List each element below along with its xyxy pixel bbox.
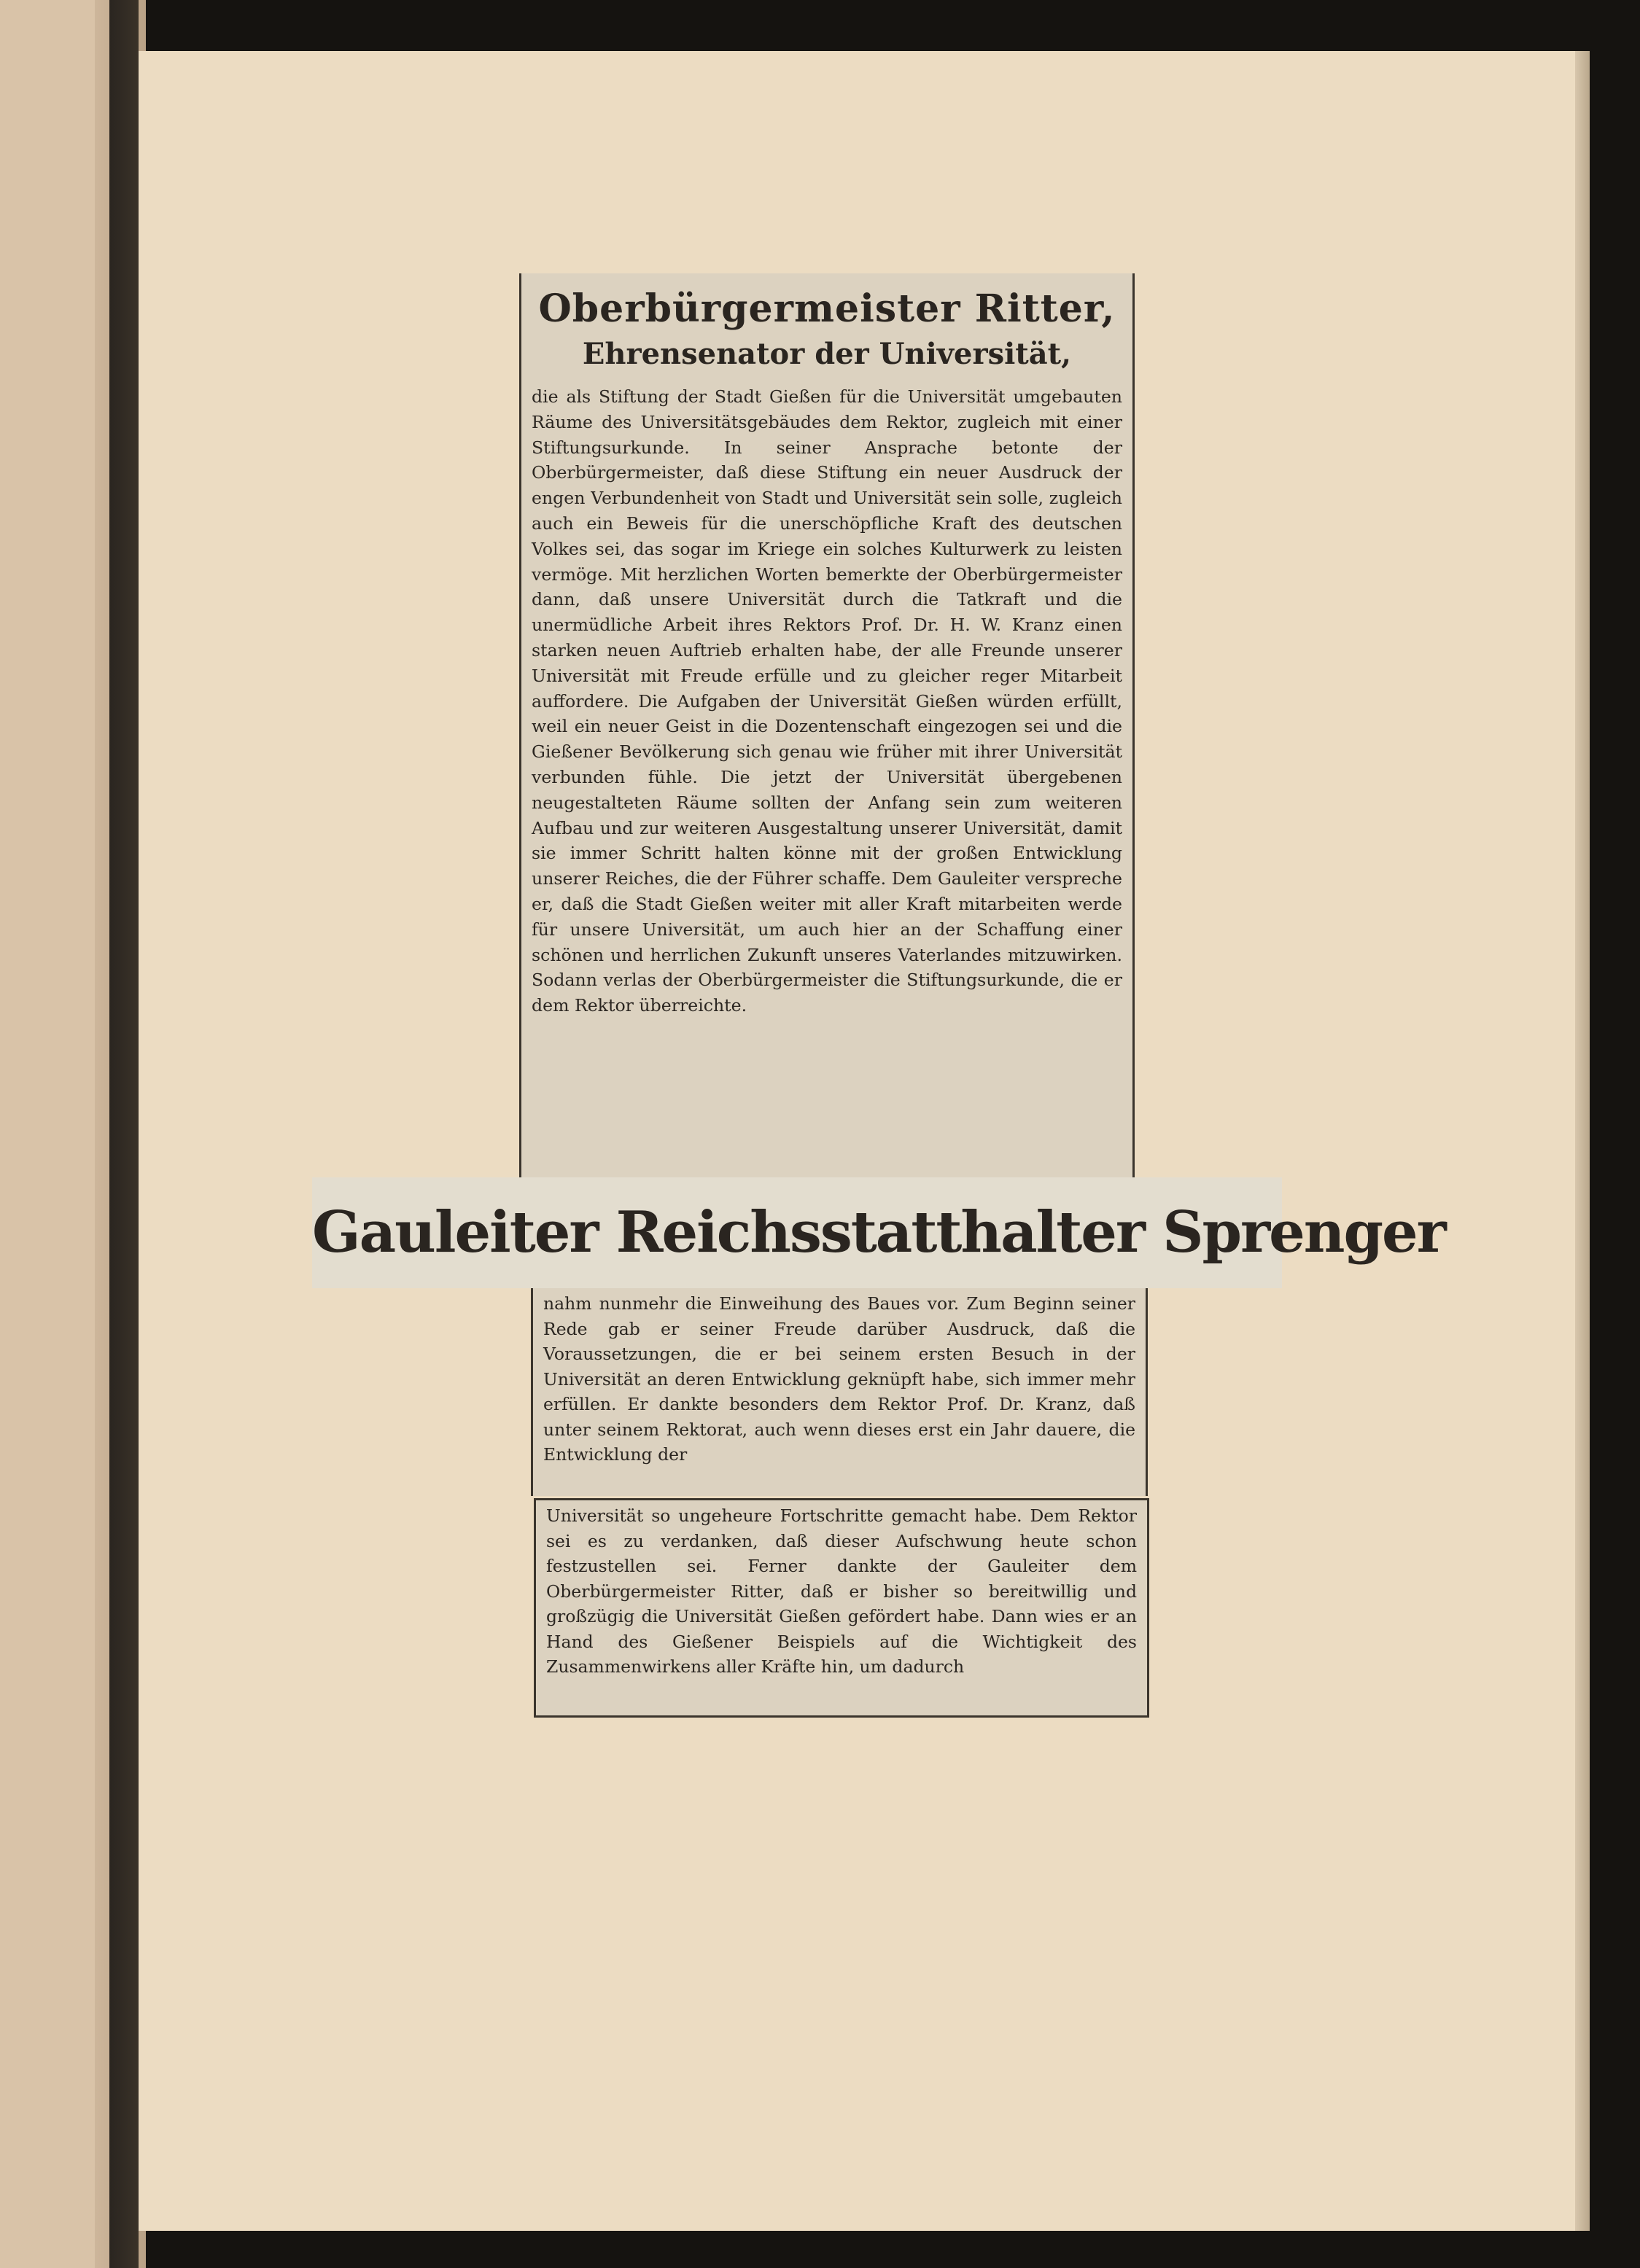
subheadline: Ehrensenator der Universität, — [582, 337, 1072, 371]
article-paragraph-3: Universität so ungeheure Fortschritte gemacht habe. Dem Rektor sei es zu verdanken, daß dieser Aufschwung heute schon festzustellen sei. Ferner dankte der Gauleiter dem Oberbürgermeister Ritter, daß er bisher so bereitwillig und großzügig die Universität Gießen gefördert habe. Dann wies er an Hand des Gießener Beispiels auf die Wichtigkeit des Zusammenwirkens aller Kräfte hin, um dadurch — [546, 1505, 1137, 1677]
newspaper-clipping-bottom — [534, 1498, 1149, 1718]
newspaper-clipping-top — [519, 273, 1135, 1177]
newspaper-clipping-headline — [312, 1177, 1445, 1288]
newspaper-clipping-middle — [531, 1288, 1148, 1496]
headline: Oberbürgermeister Ritter, — [538, 287, 1116, 331]
headline-2: Gauleiter Reichsstatthalter Sprenger — [312, 1199, 1445, 1266]
book-gutter — [109, 0, 139, 2268]
article-paragraph-2: nahm nunmehr die Einweihung des Baues vor. Zum Beginn seiner Rede gab er seiner Freude darüber Ausdruck, daß die Voraussetzungen, die er bei seinem ersten Besuch in der Universität an deren Entwicklung geknüpft habe, sich immer mehr erfüllen. Er dankte besonders dem Rektor Prof. Dr. Kranz, daß unter seinem Rektorat, auch wenn dieses erst ein Jahr dauere, die Entwicklung der — [543, 1293, 1135, 1465]
article-paragraph-1: die als Stiftung der Stadt Gießen für die Universität umgebauten Räume des Universitätsgebäudes dem Rektor, zugleich mit einer Stiftungsurkunde. In seiner Ansprache betonte der Oberbürgermeister, daß diese Stiftung ein neuer Ausdruck der engen Verbundenheit von Stadt und Universität sein solle, zugleich auch ein Beweis für die unerschöpfliche Kraft des deutschen Volkes sei, das sogar im Kriege ein solches Kulturwerk zu leisten vermöge. Mit herzlichen Worten bemerkte der Oberbürgermeister dann, daß unsere Universität durch die Tatkraft und die unermüdliche Arbeit ihres Rektors Prof. Dr. H. W. Kranz einen starken neuen Auftrieb erhalten habe, der alle Freunde unserer Universität mit Freude erfülle und zu gleicher reger Mitarbeit auffordere. Die Aufgaben der Universität Gießen würden erfüllt, weil ein neuer Geist in die Dozentenschaft eingezogen sei und die Gießener Bevölkerung sich genau wie früher mit ihrer Universität verbunden fühle. Die jetzt der Universität übergebenen neugestalteten Räume sollten der Anfang sein zum weiteren Aufbau und zur weiteren Ausgestaltung unserer Universität, damit sie immer Schritt halten könne mit der großen Entwicklung unserer Reiches, die der Führer schaffe. Dem Gauleiter verspreche er, daß die Stadt Gießen weiter mit aller Kraft mitarbeiten werde für unsere Universität, um auch hier an der Schaffung einer schönen und herrlichen Zukunft unseres Vaterlandes mitzuwirken. Sodann verlas der Oberbürgermeister die Stiftungsurkunde, die er dem Rektor überreichte. — [532, 386, 1122, 1016]
page-edge — [1575, 51, 1590, 2231]
